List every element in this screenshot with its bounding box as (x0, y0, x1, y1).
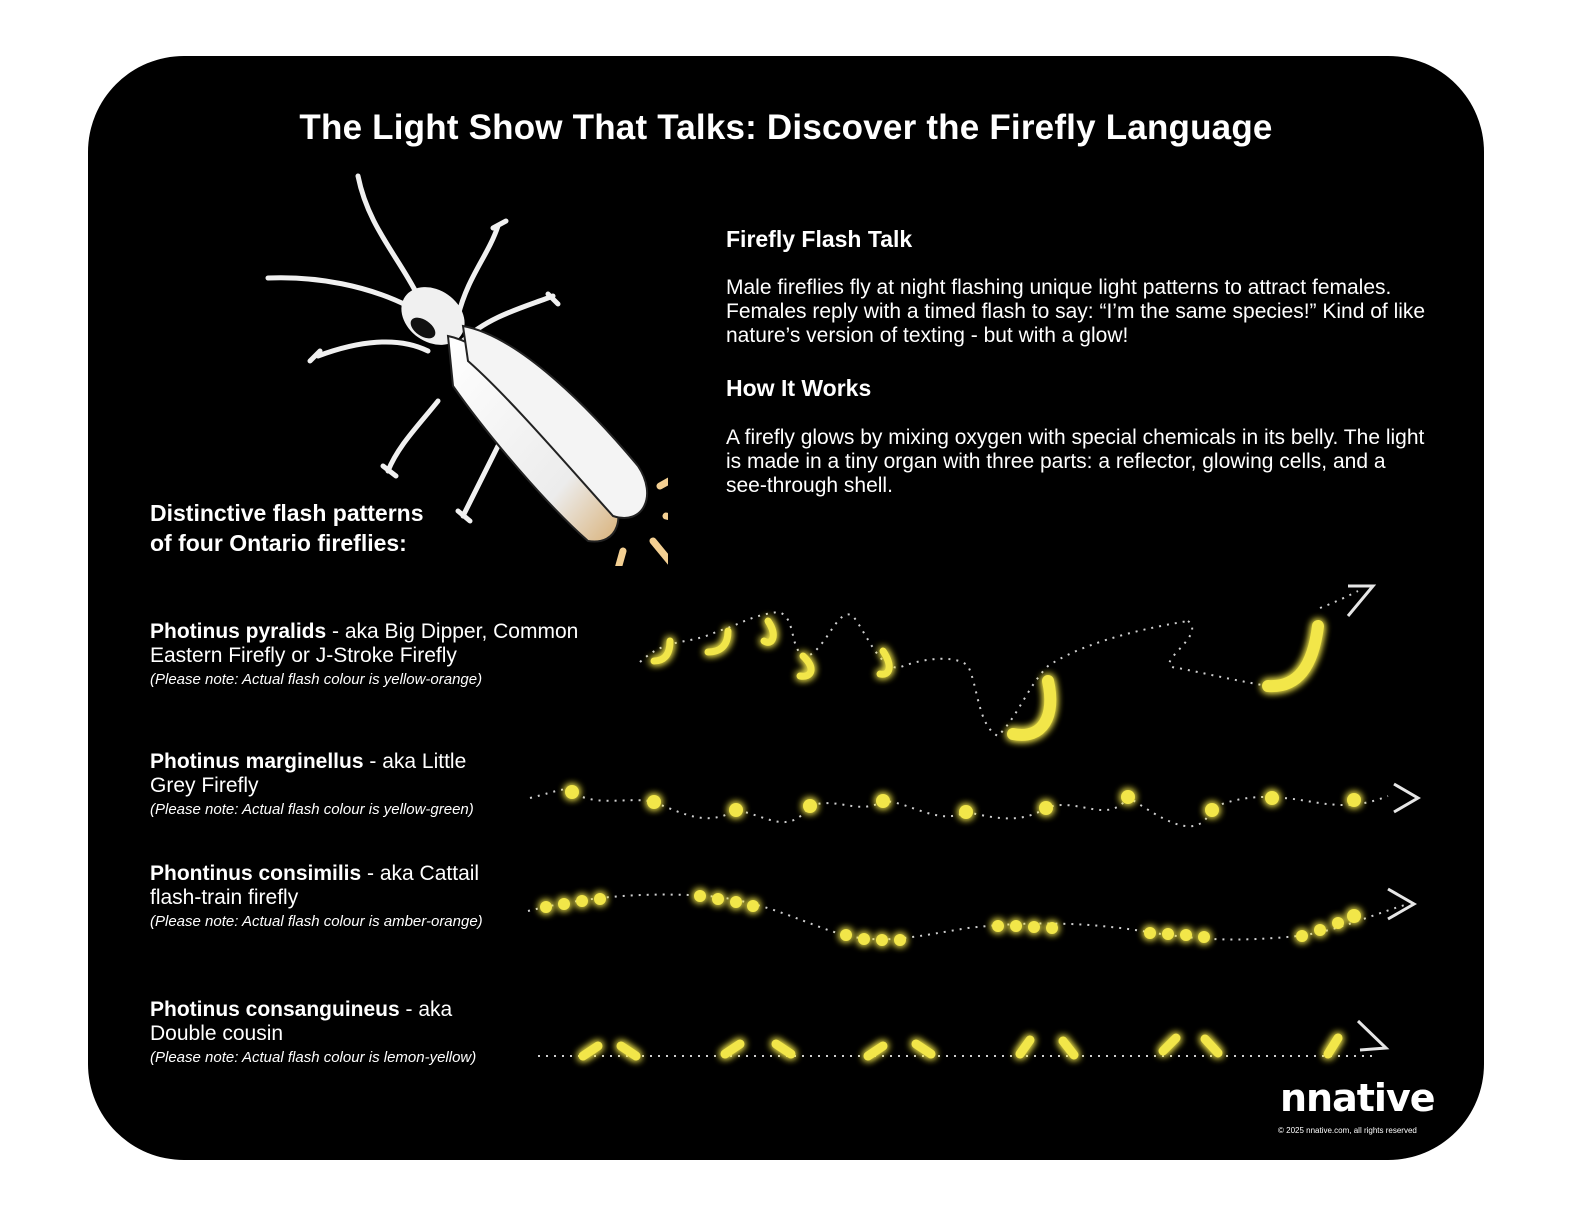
patterns-intro-line1: Distinctive flash patterns (150, 500, 424, 526)
species-name: Photinus marginellus (150, 750, 364, 773)
flash-dot (694, 890, 706, 902)
flash-dot (565, 785, 579, 799)
species-aka: - aka Little Grey Firefly (150, 750, 467, 797)
flash-dot (959, 805, 973, 819)
flight-path (530, 789, 1388, 826)
flash-dot (1265, 791, 1279, 805)
flash-dot (1205, 803, 1219, 817)
flash-dot (558, 898, 570, 910)
flash-dot (1039, 801, 1053, 815)
flash-dot (1347, 793, 1361, 807)
species-name: Photinus consanguineus (150, 998, 400, 1021)
flash-j (654, 641, 670, 661)
flash-dash (1205, 1039, 1218, 1053)
how-it-works-body: A firefly glows by mixing oxygen with special chemicals in its belly. The light is made in a tiny organ with three parts: a reflector, glowing cells, and a see-through shell. (726, 426, 1425, 497)
flash-dot (803, 799, 817, 813)
how-it-works-heading: How It Works (726, 375, 872, 401)
flight-path (528, 895, 1408, 940)
direction-arrow-icon (1394, 784, 1418, 812)
species-note: (Please note: Actual flash colour is amber-orange) (150, 913, 483, 930)
patterns-intro-line2: of four Ontario fireflies: (150, 530, 407, 556)
direction-arrow-icon (1388, 889, 1414, 919)
flash-dot (1296, 930, 1308, 942)
flash-dot (1180, 929, 1192, 941)
flight-path (640, 591, 1358, 736)
species-name: Phontinus consimilis (150, 862, 362, 885)
flash-dash (1163, 1038, 1176, 1051)
flash-dot (747, 900, 759, 912)
flash-j (708, 631, 728, 652)
flash-dash (1328, 1038, 1338, 1054)
flash-dot (876, 794, 890, 808)
flash-dash (868, 1046, 883, 1056)
page-title: The Light Show That Talks: Discover the Firefly Language (299, 108, 1273, 147)
flash-dash (621, 1046, 636, 1056)
flash-j (1268, 626, 1318, 686)
flash-dot (1144, 927, 1156, 939)
flash-patterns (88, 56, 1484, 1160)
flash-dot (712, 893, 724, 905)
flash-dot (1347, 909, 1361, 923)
flash-dot (1010, 920, 1022, 932)
flash-dot (1332, 917, 1344, 929)
pattern-consimilis (528, 889, 1414, 946)
flash-j (880, 651, 889, 674)
direction-arrow-icon (1348, 586, 1373, 616)
pattern-marginellus (530, 784, 1418, 826)
flash-talk-heading: Firefly Flash Talk (726, 226, 913, 252)
flash-dot (540, 901, 552, 913)
flash-dot (730, 896, 742, 908)
flash-j (1013, 681, 1050, 735)
poster-card (88, 56, 1484, 1160)
flash-dash (916, 1044, 931, 1054)
brand-logo: nnative (1280, 1076, 1435, 1120)
flash-dash (776, 1044, 791, 1054)
flash-dot (876, 934, 888, 946)
species-note: (Please note: Actual flash colour is lemon-yellow) (150, 1049, 477, 1066)
flash-dot (1028, 921, 1040, 933)
flash-talk-body: Male fireflies fly at night flashing unique light patterns to attract females. Females reply with a timed flash to say: “I’m the same species!” Kind of like nature’s version of texting - but with a glow! (726, 276, 1426, 347)
flash-dot (1198, 931, 1210, 943)
flash-dash (583, 1046, 598, 1056)
flash-dot (1046, 922, 1058, 934)
copyright: © 2025 nnative.com, all rights reserved (1278, 1126, 1417, 1135)
pattern-consanguineus (538, 1021, 1386, 1056)
species-note: (Please note: Actual flash colour is yellow-green) (150, 801, 474, 818)
flash-dot (1121, 790, 1135, 804)
pattern-pyralis (640, 586, 1373, 736)
flash-dot (992, 920, 1004, 932)
flash-dash (1063, 1041, 1074, 1055)
flash-j (800, 656, 811, 676)
species-aka: - aka Cattail flash-train firefly (150, 862, 480, 909)
flash-dash (725, 1044, 740, 1054)
flash-dot (729, 803, 743, 817)
flash-dot (594, 893, 606, 905)
flash-dot (894, 934, 906, 946)
flash-dot (647, 795, 661, 809)
flash-j (764, 621, 773, 642)
species-aka: - aka Double cousin (150, 998, 453, 1045)
flash-dash (1020, 1040, 1030, 1054)
flash-dot (1314, 924, 1326, 936)
species-aka: - aka Big Dipper, Common Eastern Firefly or J-Stroke Firefly (150, 620, 579, 667)
species-name: Photinus pyralids (150, 620, 327, 643)
direction-arrow-icon (1358, 1021, 1386, 1050)
flash-dot (576, 895, 588, 907)
flash-dot (840, 929, 852, 941)
flash-dot (858, 933, 870, 945)
flash-dot (1162, 928, 1174, 940)
species-note: (Please note: Actual flash colour is yellow-orange) (150, 671, 483, 688)
